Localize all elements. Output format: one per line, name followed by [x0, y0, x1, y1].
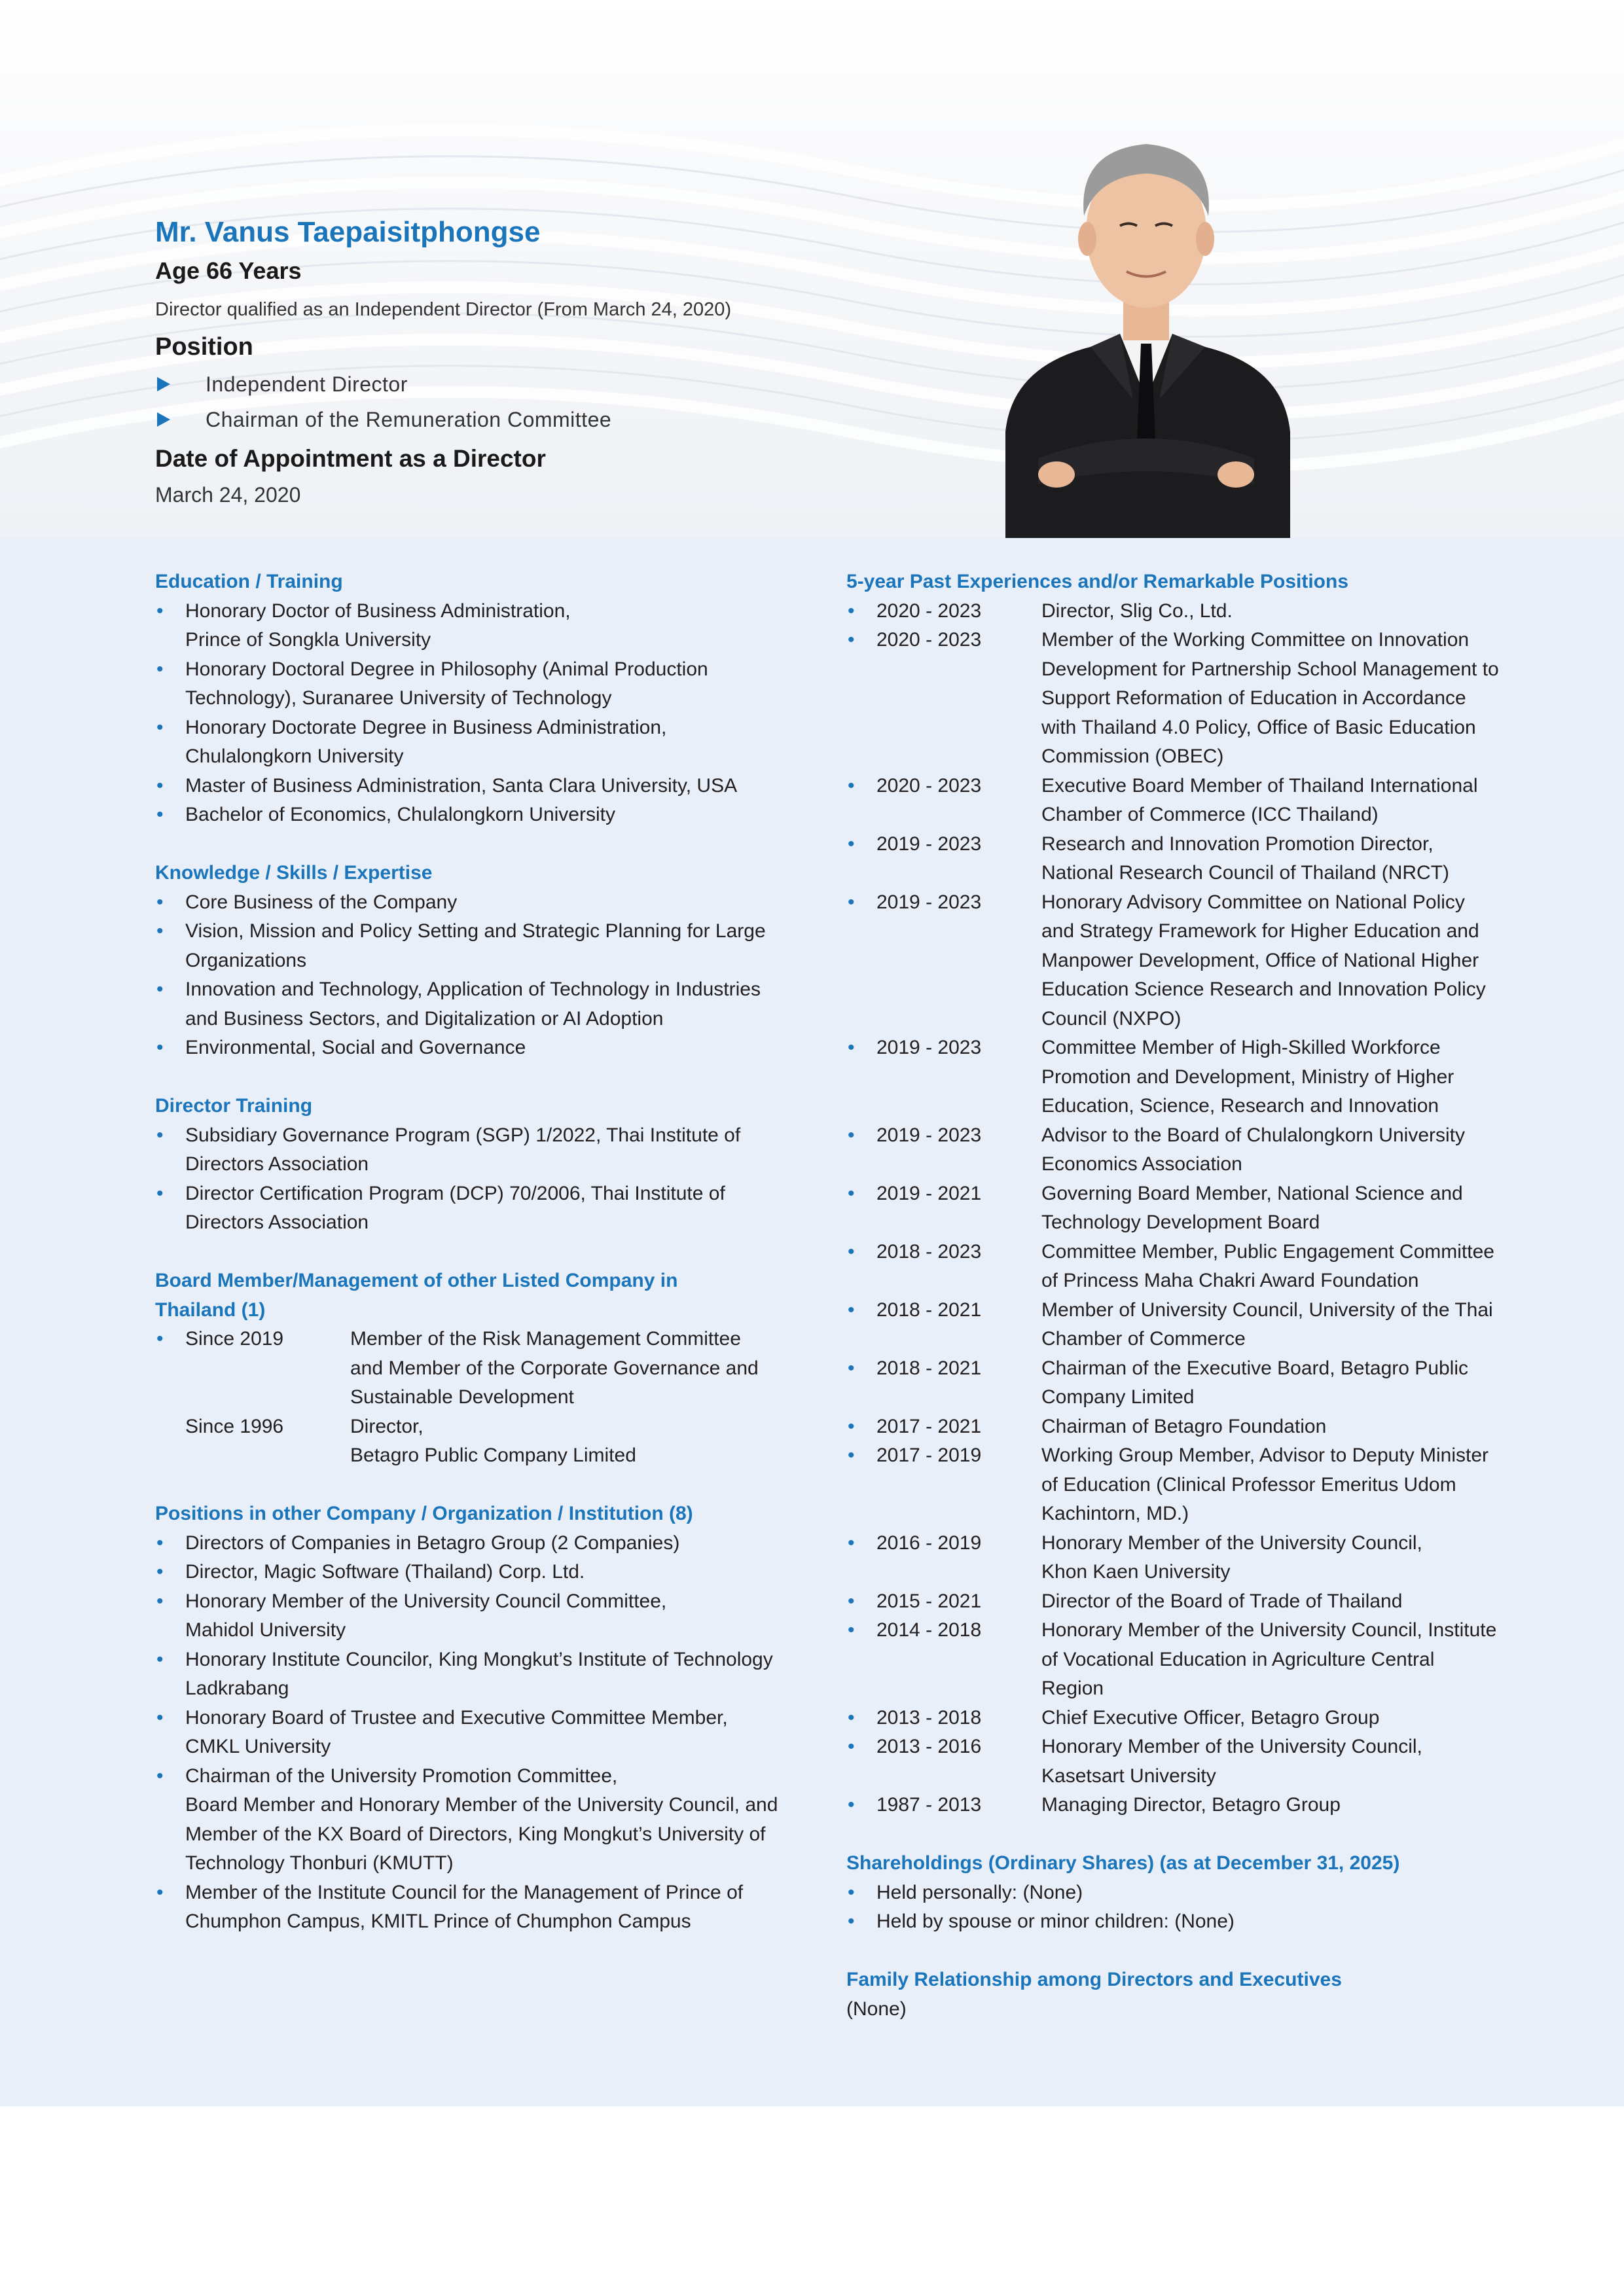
period-label: 2019 - 2023 [876, 1037, 982, 1058]
period-label: 2018 - 2023 [876, 1240, 982, 1263]
bullet-icon: • [156, 1532, 164, 1554]
list-item [155, 1558, 784, 1587]
experience-text: Director of the Board of Trade of Thailand [1041, 1590, 1403, 1612]
director-photo [979, 92, 1313, 538]
bullet-icon: • [156, 600, 164, 622]
experience-text: Director, Slig Co., Ltd. [1041, 600, 1233, 622]
bullet-icon: • [848, 1037, 855, 1058]
list-item-text: Honorary Institute Councilor, King Mongkut’s Institute of Technology Ladkrabang [185, 1648, 773, 1699]
list-item [155, 888, 784, 918]
list-item [155, 1645, 784, 1704]
list-item-text: Director, Betagro Public Company Limited [350, 1415, 636, 1466]
list-item [155, 1529, 784, 1558]
experience-text: Advisor to the Board of Chulalongkorn University Economics Association [1041, 1124, 1465, 1175]
list-item-text: Member of the Institute Council for the Management of Prince of Chumphon Campus, KMITL Prince of Chumphon Campus [185, 1881, 744, 1932]
education-title: Education / Training [155, 571, 343, 592]
bullet-icon: • [848, 1124, 855, 1146]
experience-text: Honorary Member of the University Council, Khon Kaen University [1041, 1532, 1422, 1583]
experience-row [846, 1616, 1501, 1704]
experience-list [846, 597, 1501, 1820]
experience-row [846, 1296, 1501, 1354]
experience-row [846, 1179, 1501, 1238]
period-label: 2013 - 2018 [876, 1706, 982, 1729]
list-item-text: Vision, Mission and Policy Setting and Strategic Planning for Large Organizations [185, 920, 766, 971]
bullet-icon: • [848, 1415, 855, 1437]
list-item [846, 1907, 1501, 1937]
period-label: 2019 - 2023 [876, 833, 982, 855]
triangle-bullet-icon [157, 412, 170, 427]
period-label: 2018 - 2021 [876, 1299, 982, 1321]
period-label: 2020 - 2023 [876, 774, 982, 797]
experience-row [846, 1732, 1501, 1791]
listed-company-list [155, 1325, 784, 1471]
position-heading: Position [155, 333, 253, 361]
list-item [155, 975, 784, 1033]
bullet-icon: • [848, 1532, 855, 1554]
list-item [846, 1878, 1501, 1908]
bullet-icon: • [848, 1444, 855, 1466]
experience-row [846, 1121, 1501, 1179]
list-item-text: Honorary Board of Trustee and Executive Committee Member, CMKL University [185, 1706, 728, 1757]
experience-title: 5-year Past Experiences and/or Remarkable Positions [846, 571, 1349, 592]
list-item-text: Held by spouse or minor children: (None) [876, 1910, 1235, 1932]
bullet-icon: • [848, 1299, 855, 1321]
bullet-icon: • [156, 1037, 164, 1058]
experience-text: Committee Member, Public Engagement Committee of Princess Maha Chakri Award Foundation [1041, 1240, 1494, 1291]
bullet-icon: • [848, 774, 855, 797]
appointment-heading: Date of Appointment as a Director [155, 445, 546, 472]
bullet-icon: • [156, 1328, 164, 1350]
list-item [155, 1325, 784, 1412]
period-label: 2018 - 2021 [876, 1357, 982, 1379]
list-item-text: Bachelor of Economics, Chulalongkorn University [185, 804, 615, 825]
period-label: 2019 - 2023 [876, 1124, 982, 1146]
bullet-icon: • [848, 1590, 855, 1612]
period-label: Since 1996 [185, 1415, 284, 1437]
bullet-icon: • [156, 978, 164, 1000]
list-item-text: Honorary Doctoral Degree in Philosophy (Animal Production Technology), Suranaree University of Technology [185, 658, 708, 709]
list-item-text: Member of the Risk Management Committee and Member of the Corporate Governance and Sustainable Development [350, 1328, 759, 1408]
list-item [155, 1412, 784, 1471]
triangle-bullet-icon [157, 377, 170, 391]
period-label: 2013 - 2016 [876, 1736, 982, 1757]
position-label: Independent Director [206, 372, 408, 396]
bullet-icon: • [156, 1765, 164, 1787]
bullet-icon: • [848, 891, 855, 913]
experience-text: Chief Executive Officer, Betagro Group [1041, 1706, 1380, 1729]
position-item [155, 402, 611, 437]
experience-row [846, 1587, 1501, 1617]
bullet-icon: • [848, 1240, 855, 1263]
list-item-text: Core Business of the Company [185, 891, 458, 913]
bullet-icon: • [156, 716, 164, 738]
period-label: 2014 - 2018 [876, 1619, 982, 1641]
director-name: Mr. Vanus Taepaisitphongse [155, 216, 541, 248]
experience-row [846, 626, 1501, 772]
experience-row [846, 1704, 1501, 1733]
list-item [155, 713, 784, 772]
bullet-icon: • [156, 1881, 164, 1903]
bullet-icon: • [156, 1648, 164, 1670]
family-value: (None) [846, 1998, 907, 2020]
experience-text: Executive Board Member of Thailand International Chamber of Commerce (ICC Thailand) [1041, 774, 1478, 825]
list-item [155, 1762, 784, 1878]
other-positions-list [155, 1529, 784, 1937]
bullet-icon: • [848, 833, 855, 855]
list-item-text: Honorary Doctor of Business Administration, Prince of Songkla University [185, 600, 571, 651]
experience-text: Committee Member of High-Skilled Workforce Promotion and Development, Ministry of Higher Education, Science, Research and Innovation [1041, 1037, 1454, 1117]
experience-row [846, 1529, 1501, 1587]
experience-row [846, 1412, 1501, 1442]
bullet-icon: • [156, 920, 164, 942]
position-label: Chairman of the Remuneration Committee [206, 407, 612, 431]
experience-row [846, 597, 1501, 626]
period-label: 1987 - 2013 [876, 1794, 982, 1816]
list-item [155, 1179, 784, 1238]
list-item-text: Innovation and Technology, Application of Technology in Industries and Business Sectors, and Digitalization or AI Adoption [185, 978, 761, 1030]
list-item-text: Honorary Doctorate Degree in Business Administration, Chulalongkorn University [185, 716, 667, 767]
list-item [155, 1878, 784, 1937]
experience-row [846, 1354, 1501, 1412]
bullet-icon: • [848, 1182, 855, 1204]
experience-row [846, 830, 1501, 888]
family-title: Family Relationship among Directors and Executives [846, 1969, 1342, 1990]
list-item-text: Director, Magic Software (Thailand) Corp. Ltd. [185, 1561, 585, 1583]
experience-text: Managing Director, Betagro Group [1041, 1794, 1341, 1816]
shareholdings-list [846, 1878, 1501, 1937]
director-qualification: Director qualified as an Independent Director (From March 24, 2020) [155, 299, 732, 320]
period-label: 2020 - 2023 [876, 629, 982, 651]
director-training-list [155, 1121, 784, 1238]
experience-text: Honorary Member of the University Council, Kasetsart University [1041, 1736, 1422, 1787]
shareholdings-title: Shareholdings (Ordinary Shares) (as at December 31, 2025) [846, 1852, 1400, 1874]
experience-text: Chairman of Betagro Foundation [1041, 1415, 1327, 1437]
bullet-icon: • [848, 629, 855, 651]
bullet-icon: • [156, 1590, 164, 1612]
list-item [155, 1121, 784, 1179]
bullet-icon: • [156, 891, 164, 913]
list-item-text: Chairman of the University Promotion Committee, Board Member and Honorary Member of the University Council, and Member of the KX Board of Directors, King Mongkut’s University of Technology Thonburi (KMUTT) [185, 1765, 778, 1874]
list-item-text: Directors of Companies in Betagro Group (2 Companies) [185, 1532, 680, 1554]
list-item [155, 800, 784, 830]
bullet-icon: • [848, 1706, 855, 1729]
list-item [155, 772, 784, 801]
bullet-icon: • [848, 1910, 855, 1932]
experience-text: Governing Board Member, National Science and Technology Development Board [1041, 1182, 1463, 1233]
bullet-icon: • [156, 804, 164, 825]
experience-row [846, 1791, 1501, 1820]
right-column [846, 567, 1501, 2024]
left-column [155, 567, 784, 1937]
other-positions-title: Positions in other Company / Organization / Institution (8) [155, 1503, 693, 1524]
bullet-icon: • [848, 1357, 855, 1379]
listed-company-title: Board Member/Management of other Listed Company in Thailand (1) [155, 1270, 678, 1321]
director-training-title: Director Training [155, 1095, 313, 1117]
list-item [155, 1587, 784, 1645]
director-age: Age 66 Years [155, 257, 302, 284]
list-item-text: Held personally: (None) [876, 1881, 1083, 1903]
list-item-text: Environmental, Social and Governance [185, 1037, 526, 1058]
appointment-date: March 24, 2020 [155, 483, 301, 507]
bullet-icon: • [848, 1881, 855, 1903]
education-list [155, 597, 784, 830]
list-item-text: Master of Business Administration, Santa Clara University, USA [185, 774, 738, 797]
experience-text: Honorary Advisory Committee on National Policy and Strategy Framework for Higher Education and Manpower Development, Office of National Higher Education Science Research and Innovation Policy Council (NXPO) [1041, 891, 1486, 1030]
bullet-icon: • [156, 658, 164, 680]
experience-text: Member of University Council, University of the Thai Chamber of Commerce [1041, 1299, 1493, 1350]
list-item [155, 1704, 784, 1762]
experience-text: Working Group Member, Advisor to Deputy Minister of Education (Clinical Professor Emeritus Udom Kachintorn, MD.) [1041, 1444, 1489, 1524]
knowledge-title: Knowledge / Skills / Expertise [155, 862, 433, 884]
knowledge-list [155, 888, 784, 1063]
bullet-icon: • [848, 600, 855, 622]
list-item [155, 917, 784, 975]
list-item-text: Honorary Member of the University Council Committee, Mahidol University [185, 1590, 667, 1641]
experience-row [846, 772, 1501, 830]
bullet-icon: • [848, 1619, 855, 1641]
list-item-text: Director Certification Program (DCP) 70/2006, Thai Institute of Directors Association [185, 1182, 725, 1233]
bullet-icon: • [848, 1794, 855, 1816]
experience-text: Honorary Member of the University Council, Institute of Vocational Education in Agriculture Central Region [1041, 1619, 1497, 1699]
period-label: 2019 - 2023 [876, 891, 982, 913]
period-label: 2015 - 2021 [876, 1590, 982, 1612]
bullet-icon: • [156, 1561, 164, 1583]
bullet-icon: • [848, 1736, 855, 1757]
period-label: 2017 - 2019 [876, 1444, 982, 1466]
list-item [155, 1033, 784, 1063]
experience-row [846, 1238, 1501, 1296]
experience-row [846, 1033, 1501, 1121]
position-item [155, 367, 611, 402]
period-label: 2017 - 2021 [876, 1415, 982, 1437]
list-item [155, 597, 784, 655]
period-label: 2020 - 2023 [876, 600, 982, 622]
position-list [155, 367, 611, 437]
bullet-icon: • [156, 1182, 164, 1204]
experience-row [846, 1441, 1501, 1529]
period-label: Since 2019 [185, 1328, 284, 1350]
experience-text: Member of the Working Committee on Innovation Development for Partnership School Management to Support Reformation of Education in Accordance with Thailand 4.0 Policy, Office of Basic Education Commission (OBEC) [1041, 629, 1499, 767]
experience-row [846, 888, 1501, 1034]
period-label: 2016 - 2019 [876, 1532, 982, 1554]
list-item-text: Subsidiary Governance Program (SGP) 1/2022, Thai Institute of Directors Association [185, 1124, 741, 1175]
bullet-icon: • [156, 1706, 164, 1729]
list-item [155, 655, 784, 713]
experience-text: Research and Innovation Promotion Director, National Research Council of Thailand (NRCT) [1041, 833, 1450, 884]
bullet-icon: • [156, 1124, 164, 1146]
experience-text: Chairman of the Executive Board, Betagro Public Company Limited [1041, 1357, 1469, 1408]
bullet-icon: • [156, 774, 164, 797]
period-label: 2019 - 2021 [876, 1182, 982, 1204]
